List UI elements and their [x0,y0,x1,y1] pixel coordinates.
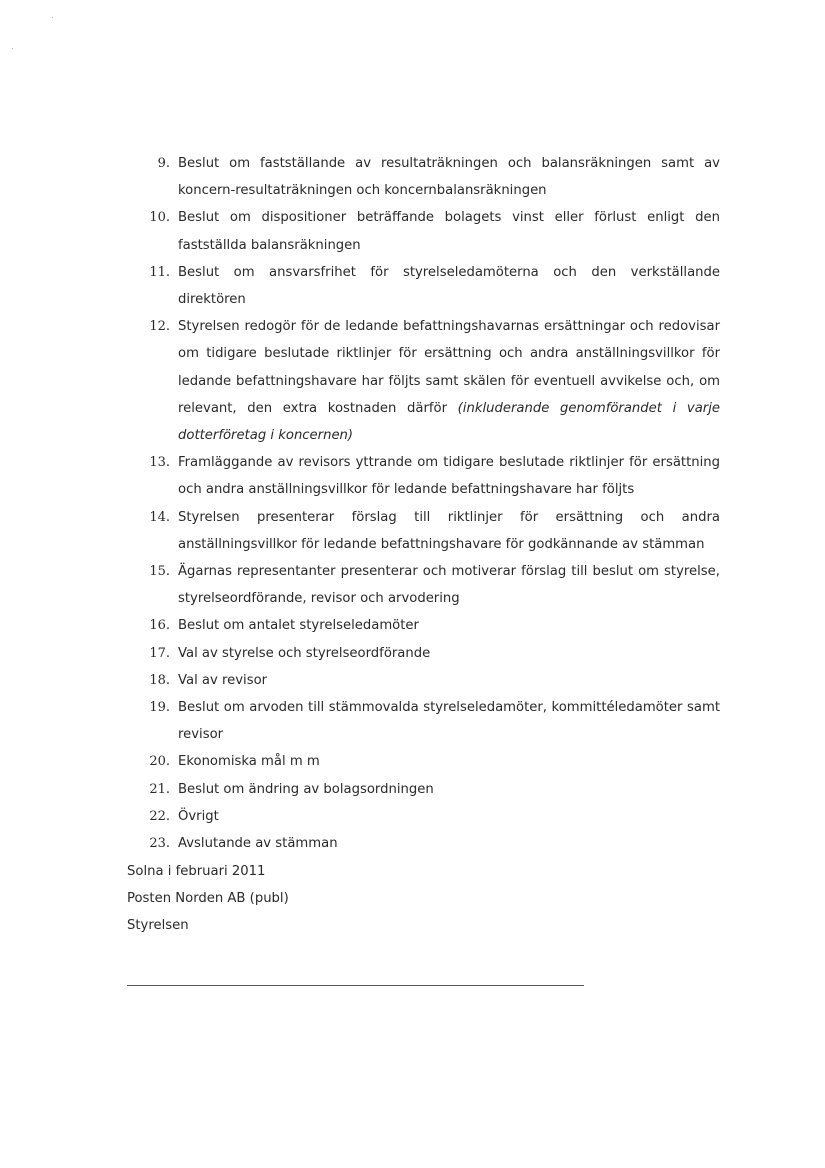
agenda-number: 19. [149,700,170,716]
agenda-item [120,259,720,313]
agenda-number: 15. [149,564,170,580]
agenda-number: 17. [149,645,170,661]
agenda-number: 18. [149,672,170,688]
agenda-text: Ekonomiska mål m m [178,754,320,770]
signature-line [127,985,584,986]
agenda-item [120,313,720,449]
agenda-number: 14. [149,509,170,525]
scan-speck [52,17,53,18]
agenda-item [120,612,720,639]
signature-block [127,858,289,940]
agenda-number: 11. [149,264,170,280]
agenda-text: Beslut om ansvarsfrihet för styrelseledamöterna och den verkställande direktören [178,264,720,308]
agenda-text: Avslutande av stämman [178,836,338,852]
agenda-text: Beslut om antalet styrelseledamöter [178,618,419,634]
agenda-number: 10. [149,210,170,226]
agenda-item [120,776,720,803]
agenda-text: Styrelsen redogör för de ledande befattningshavarnas ersättningar och redovisar om tidigare beslutade riktlinjer för ersättning och andra anställningsvillkor för ledande befattningshavare har följts samt skälen för eventuell avvikelse och, om relevant, den extra kostnaden därför [178,319,720,416]
agenda-text: Val av styrelse och styrelseordförande [178,645,431,661]
agenda-text: Övrigt [178,808,219,824]
agenda-number: 21. [149,781,170,797]
agenda-item [120,504,720,558]
agenda-list [120,150,720,857]
agenda-text: Beslut om arvoden till stämmovalda styrelseledamöter, kommittéledamöter samt revisor [178,700,720,743]
agenda-item [120,748,720,775]
agenda-item [120,803,720,830]
agenda-number: 9. [157,156,170,171]
agenda-item [120,558,720,612]
agenda-text-wrap [178,313,720,449]
agenda-number: 23. [149,836,170,852]
agenda-text: Beslut om fastställande av resultaträkningen och balansräkningen samt av koncern-resultaträkningen och koncernbalansräkningen [178,156,720,199]
agenda-number: 22. [149,808,170,824]
agenda-item [120,150,720,204]
agenda-item [120,640,720,667]
agenda-text-italic: (inkluderande genomförandet i varje dotterföretag i koncernen) [178,400,720,444]
company-name: Posten Norden AB (publ) [127,891,289,907]
place-date: Solna i februari 2011 [127,864,266,879]
agenda-text: Framläggande av revisors yttrande om tidigare beslutade riktlinjer för ersättning och andra anställningsvillkor för ledande befattningshavare har följts [178,455,720,498]
agenda-item [120,204,720,258]
agenda-text: Ägarnas representanter presenterar och motiverar förslag till beslut om styrelse, styrelseordförande, revisor och arvodering [178,564,720,607]
agenda-item [120,449,720,503]
agenda-item [120,694,720,748]
agenda-item [120,667,720,694]
agenda-text: Beslut om dispositioner beträffande bolagets vinst eller förlust enligt den fastställda balansräkningen [178,210,720,253]
agenda-number: 12. [149,319,170,335]
agenda-text: Styrelsen presenterar förslag till riktlinjer för ersättning och andra anställningsvillkor för ledande befattningshavare för godkännande av stämman [178,509,720,552]
agenda-text: Beslut om ändring av bolagsordningen [178,781,434,797]
agenda-number: 13. [149,455,170,471]
agenda-number: 20. [149,754,170,770]
agenda-number: 16. [149,618,170,634]
agenda-text: Val av revisor [178,672,268,688]
scan-speck [12,48,13,49]
agenda-item [120,830,720,857]
signing-body: Styrelsen [127,918,189,934]
